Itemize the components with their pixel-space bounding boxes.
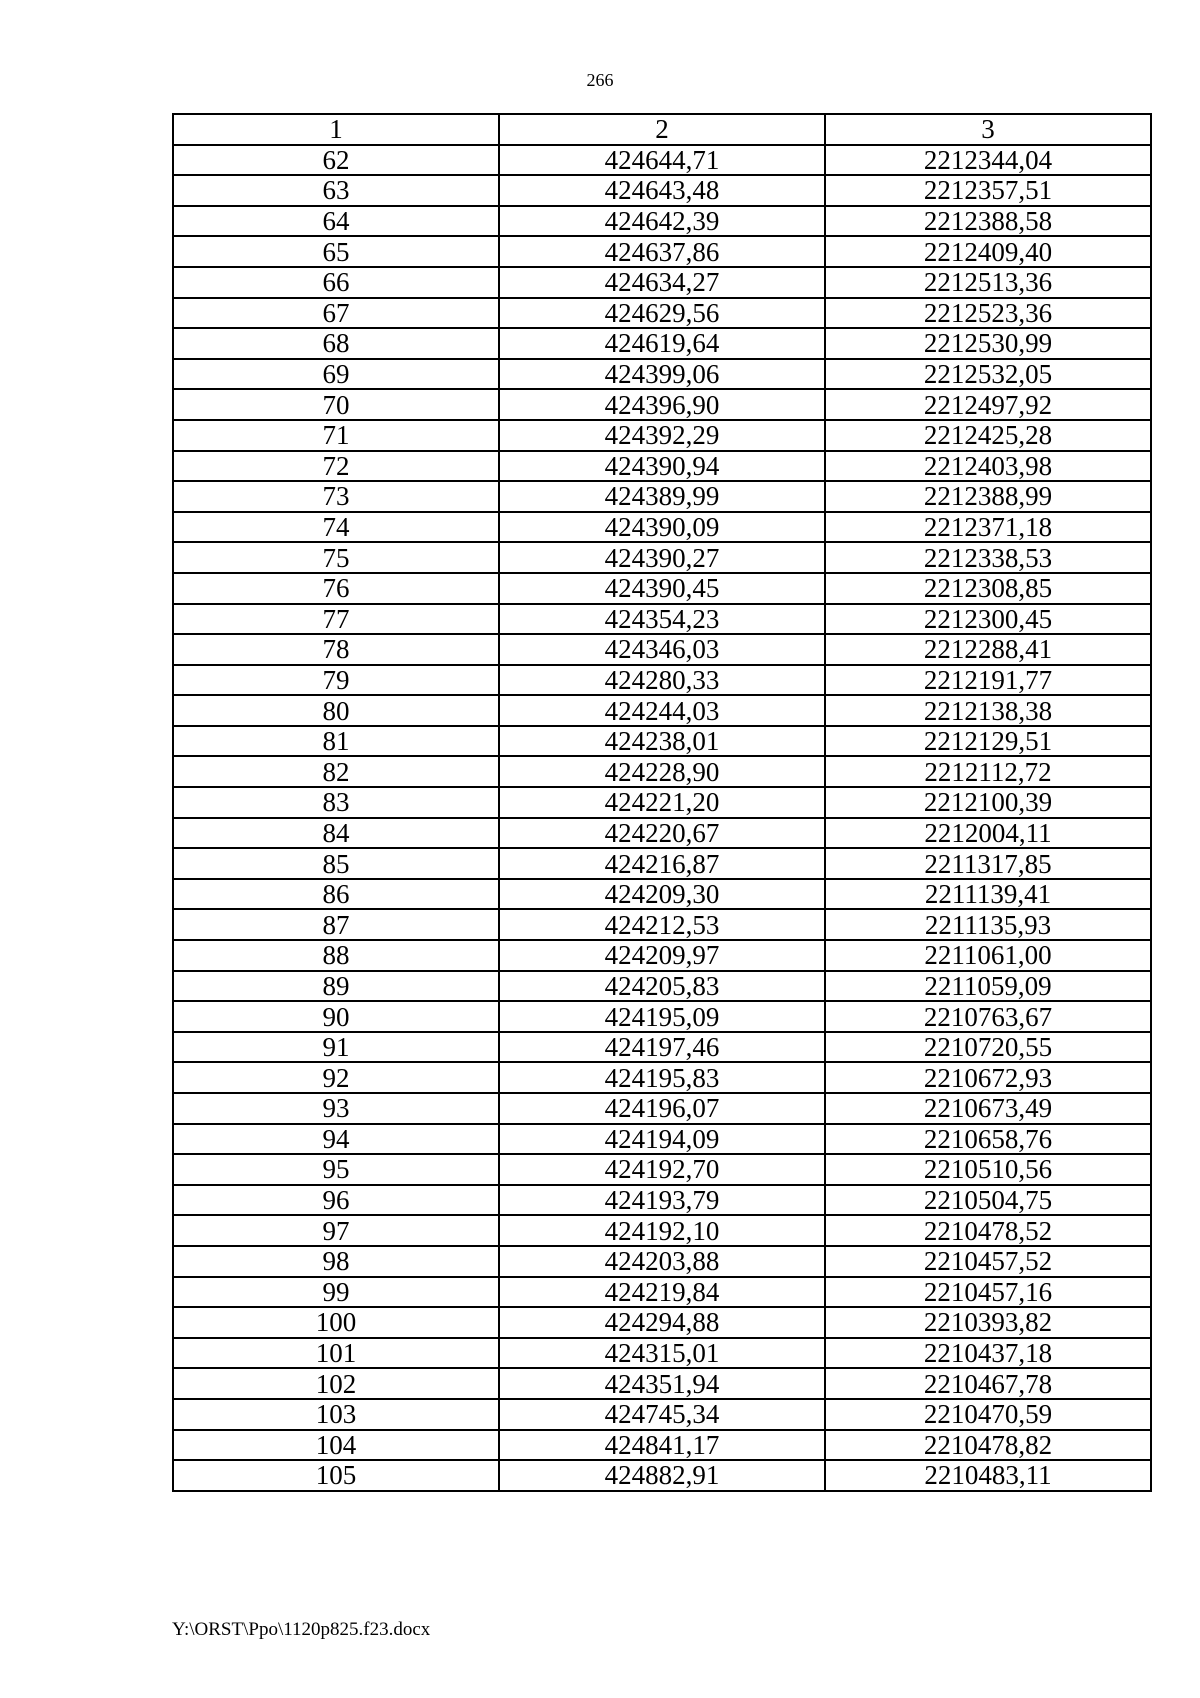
coord-x-cell: 424637,86 [499,236,825,267]
coord-x-cell: 424205,83 [499,971,825,1002]
table-row [173,756,1151,787]
coord-x-cell: 424634,27 [499,267,825,298]
table-row [173,1246,1151,1277]
table-row [173,1215,1151,1246]
table-row [173,940,1151,971]
point-number-cell: 86 [173,879,499,910]
coord-x-cell: 424212,53 [499,909,825,940]
point-number-cell: 65 [173,236,499,267]
coord-y-cell: 2210658,76 [825,1124,1151,1155]
coord-x-cell: 424315,01 [499,1338,825,1369]
coord-x-cell: 424629,56 [499,298,825,329]
table-row [173,848,1151,879]
coord-y-cell: 2212388,99 [825,481,1151,512]
coord-y-cell: 2212523,36 [825,298,1151,329]
point-number-cell: 62 [173,145,499,176]
coord-x-cell: 424195,09 [499,1001,825,1032]
coord-x-cell: 424619,64 [499,328,825,359]
coord-x-cell: 424197,46 [499,1032,825,1063]
coord-y-cell: 2212497,92 [825,389,1151,420]
table-row [173,389,1151,420]
point-number-cell: 84 [173,818,499,849]
point-number-cell: 87 [173,909,499,940]
coord-y-cell: 2212425,28 [825,420,1151,451]
point-number-cell: 78 [173,634,499,665]
coord-y-cell: 2212388,58 [825,206,1151,237]
coord-y-cell: 2210673,49 [825,1093,1151,1124]
coord-y-cell: 2212100,39 [825,787,1151,818]
coord-x-cell: 424351,94 [499,1368,825,1399]
coord-y-cell: 2212530,99 [825,328,1151,359]
table-row [173,145,1151,176]
point-number-cell: 93 [173,1093,499,1124]
table-row [173,634,1151,665]
point-number-cell: 97 [173,1215,499,1246]
table-row [173,451,1151,482]
coordinates-table [172,113,1152,1492]
point-number-cell: 71 [173,420,499,451]
coord-y-cell: 2212191,77 [825,665,1151,696]
coord-x-cell: 424219,84 [499,1277,825,1308]
point-number-cell: 73 [173,481,499,512]
coord-x-cell: 424294,88 [499,1307,825,1338]
coord-x-cell: 424882,91 [499,1460,825,1491]
point-number-cell: 81 [173,726,499,757]
coord-y-cell: 2210478,52 [825,1215,1151,1246]
table-body [173,114,1151,1491]
coord-y-cell: 2210478,82 [825,1430,1151,1461]
coord-y-cell: 2212532,05 [825,359,1151,390]
table-row [173,175,1151,206]
table-row [173,909,1151,940]
coord-x-cell: 424209,30 [499,879,825,910]
coord-x-cell: 424238,01 [499,726,825,757]
coord-x-cell: 424192,70 [499,1154,825,1185]
coord-x-cell: 424841,17 [499,1430,825,1461]
point-number-cell: 105 [173,1460,499,1491]
coord-x-cell: 424390,27 [499,542,825,573]
table-row [173,420,1151,451]
point-number-cell: 88 [173,940,499,971]
coord-x-cell: 424220,67 [499,818,825,849]
coord-y-cell: 2210393,82 [825,1307,1151,1338]
point-number-cell: 63 [173,175,499,206]
point-number-cell: 70 [173,389,499,420]
table-row [173,1093,1151,1124]
header-cell-1: 1 [173,114,499,145]
table-row [173,573,1151,604]
coord-y-cell: 2212129,51 [825,726,1151,757]
table-row [173,971,1151,1002]
coord-y-cell: 2212112,72 [825,756,1151,787]
coord-y-cell: 2212300,45 [825,604,1151,635]
coord-x-cell: 424390,09 [499,512,825,543]
point-number-cell: 96 [173,1185,499,1216]
point-number-cell: 90 [173,1001,499,1032]
coord-y-cell: 2210467,78 [825,1368,1151,1399]
table-row [173,236,1151,267]
point-number-cell: 103 [173,1399,499,1430]
table-row [173,604,1151,635]
table-row [173,359,1151,390]
coord-y-cell: 2212403,98 [825,451,1151,482]
coord-y-cell: 2210510,56 [825,1154,1151,1185]
table-row [173,1430,1151,1461]
point-number-cell: 76 [173,573,499,604]
table-row [173,481,1151,512]
point-number-cell: 98 [173,1246,499,1277]
coord-x-cell: 424390,94 [499,451,825,482]
coord-x-cell: 424209,97 [499,940,825,971]
coord-y-cell: 2212338,53 [825,542,1151,573]
coord-x-cell: 424194,09 [499,1124,825,1155]
table-row [173,328,1151,359]
table-row [173,1338,1151,1369]
coord-x-cell: 424280,33 [499,665,825,696]
point-number-cell: 82 [173,756,499,787]
point-number-cell: 85 [173,848,499,879]
point-number-cell: 99 [173,1277,499,1308]
point-number-cell: 92 [173,1062,499,1093]
footer-file-path: Y:\ORST\Ppo\1120p825.f23.docx [172,1619,431,1640]
table-row [173,512,1151,543]
table-row [173,298,1151,329]
table-row [173,879,1151,910]
point-number-cell: 64 [173,206,499,237]
coord-y-cell: 2211061,00 [825,940,1151,971]
coord-y-cell: 2210483,11 [825,1460,1151,1491]
coord-y-cell: 2210672,93 [825,1062,1151,1093]
table-header-row [173,114,1151,145]
table-row [173,267,1151,298]
table-row [173,206,1151,237]
table-row [173,818,1151,849]
table-row [173,1032,1151,1063]
point-number-cell: 79 [173,665,499,696]
coord-y-cell: 2211135,93 [825,909,1151,940]
coord-y-cell: 2212409,40 [825,236,1151,267]
table-row [173,1185,1151,1216]
table-row [173,1062,1151,1093]
point-number-cell: 67 [173,298,499,329]
point-number-cell: 74 [173,512,499,543]
coord-y-cell: 2210504,75 [825,1185,1151,1216]
coord-x-cell: 424399,06 [499,359,825,390]
table-row [173,1001,1151,1032]
point-number-cell: 91 [173,1032,499,1063]
coord-y-cell: 2212308,85 [825,573,1151,604]
page-number: 266 [586,70,614,90]
table-row [173,1154,1151,1185]
coord-x-cell: 424644,71 [499,145,825,176]
point-number-cell: 104 [173,1430,499,1461]
point-number-cell: 95 [173,1154,499,1185]
table-row [173,1277,1151,1308]
coord-x-cell: 424389,99 [499,481,825,512]
point-number-cell: 75 [173,542,499,573]
table-row [173,787,1151,818]
table-row [173,1460,1151,1491]
coord-y-cell: 2210437,18 [825,1338,1151,1369]
coord-y-cell: 2212288,41 [825,634,1151,665]
coord-x-cell: 424745,34 [499,1399,825,1430]
coord-y-cell: 2210720,55 [825,1032,1151,1063]
coord-x-cell: 424354,23 [499,604,825,635]
coord-x-cell: 424346,03 [499,634,825,665]
point-number-cell: 100 [173,1307,499,1338]
point-number-cell: 83 [173,787,499,818]
table-row [173,665,1151,696]
point-number-cell: 80 [173,695,499,726]
header-cell-2: 2 [499,114,825,145]
coord-y-cell: 2212357,51 [825,175,1151,206]
coord-x-cell: 424203,88 [499,1246,825,1277]
coord-y-cell: 2212344,04 [825,145,1151,176]
coord-y-cell: 2212138,38 [825,695,1151,726]
coord-y-cell: 2212513,36 [825,267,1151,298]
table-row [173,542,1151,573]
point-number-cell: 89 [173,971,499,1002]
point-number-cell: 77 [173,604,499,635]
table-row [173,726,1151,757]
coord-x-cell: 424221,20 [499,787,825,818]
coord-y-cell: 2210763,67 [825,1001,1151,1032]
coord-x-cell: 424396,90 [499,389,825,420]
coord-y-cell: 2212004,11 [825,818,1151,849]
coord-x-cell: 424392,29 [499,420,825,451]
table-row [173,1368,1151,1399]
table-row [173,1307,1151,1338]
point-number-cell: 69 [173,359,499,390]
table-row [173,1124,1151,1155]
coord-x-cell: 424193,79 [499,1185,825,1216]
coord-y-cell: 2210470,59 [825,1399,1151,1430]
coord-x-cell: 424643,48 [499,175,825,206]
header-cell-3: 3 [825,114,1151,145]
point-number-cell: 101 [173,1338,499,1369]
coord-x-cell: 424216,87 [499,848,825,879]
table-row [173,695,1151,726]
point-number-cell: 66 [173,267,499,298]
point-number-cell: 72 [173,451,499,482]
coord-y-cell: 2210457,52 [825,1246,1151,1277]
coord-y-cell: 2211317,85 [825,848,1151,879]
coord-y-cell: 2210457,16 [825,1277,1151,1308]
coord-x-cell: 424228,90 [499,756,825,787]
coord-y-cell: 2211059,09 [825,971,1151,1002]
coord-x-cell: 424390,45 [499,573,825,604]
coord-y-cell: 2212371,18 [825,512,1151,543]
coord-x-cell: 424192,10 [499,1215,825,1246]
point-number-cell: 102 [173,1368,499,1399]
table-row [173,1399,1151,1430]
coord-x-cell: 424196,07 [499,1093,825,1124]
point-number-cell: 94 [173,1124,499,1155]
coord-x-cell: 424195,83 [499,1062,825,1093]
coord-x-cell: 424244,03 [499,695,825,726]
point-number-cell: 68 [173,328,499,359]
coord-y-cell: 2211139,41 [825,879,1151,910]
coord-x-cell: 424642,39 [499,206,825,237]
